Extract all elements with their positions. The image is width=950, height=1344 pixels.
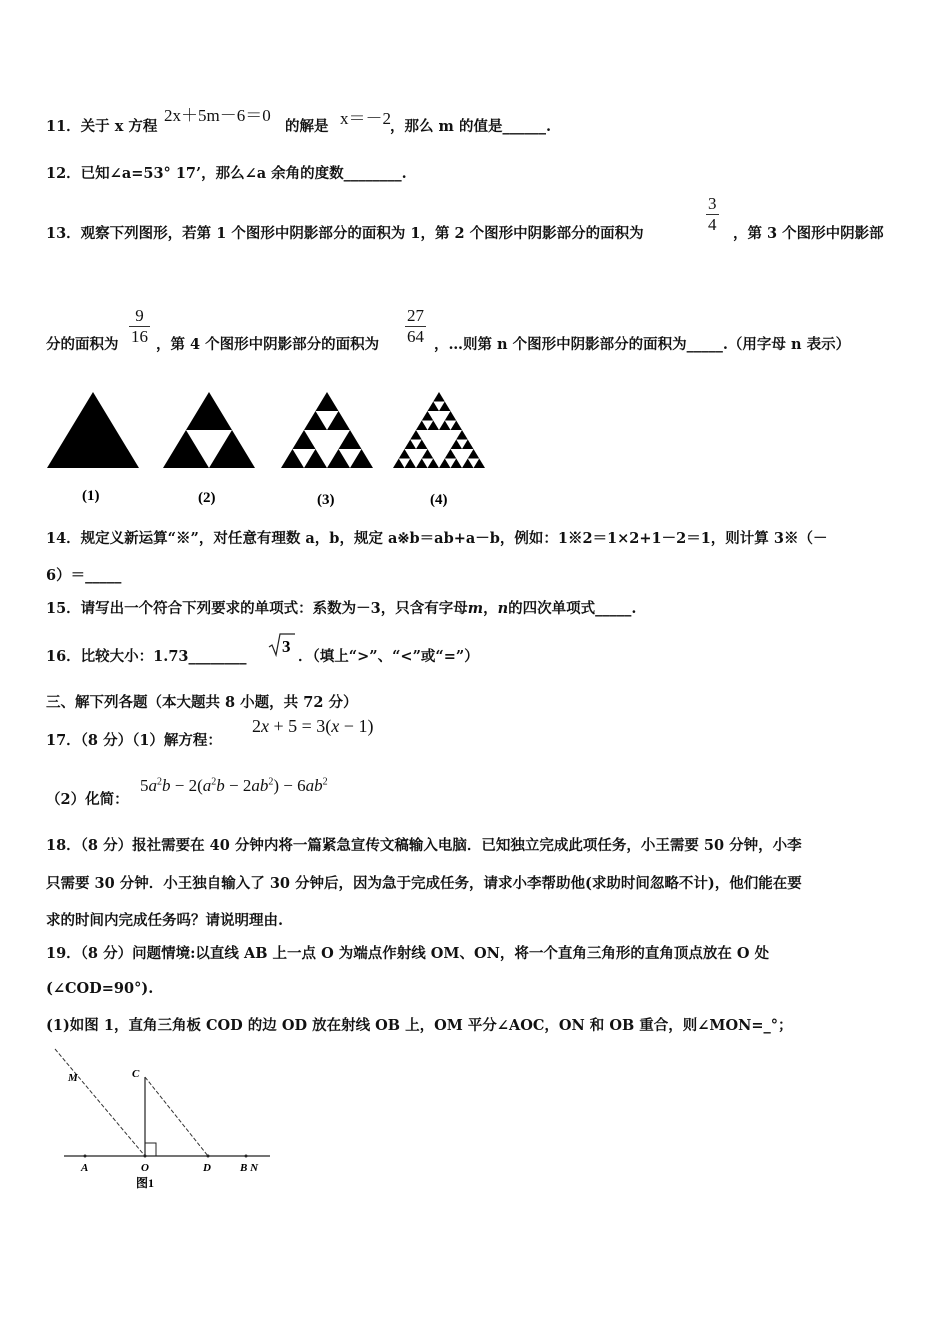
side-cd xyxy=(145,1077,208,1156)
q11-mid: 的解是 xyxy=(285,118,329,135)
sierpinski-1 xyxy=(47,392,139,468)
q13-f1-den: 4 xyxy=(708,215,717,234)
sierpinski-4 xyxy=(393,392,485,468)
q17-part1: 17．（8 分）（1）解方程： xyxy=(46,732,222,749)
q13-line2-post: ，…则第 n 个图形中阴影部分的面积为_____.（用字母 n 表示） xyxy=(434,336,851,353)
q11-post: ，那么 m 的值是______. xyxy=(390,118,551,135)
q18-line2: 只需要 30 分钟．小王独自输入了 30 分钟后，因为急于完成任务，请求小李帮助他(求助时间忽略不计)，他们能在要 xyxy=(46,875,802,892)
q13-fraction-9-16 xyxy=(129,306,150,347)
q13-f3-num: 27 xyxy=(407,306,424,325)
q11-equation: 2x＋5m－6＝0 xyxy=(164,106,271,125)
q16-sqrt-radicand: 3 xyxy=(282,637,291,656)
fig-label-2: (2) xyxy=(198,490,216,506)
label-m: M xyxy=(68,1072,78,1084)
point-o xyxy=(144,1155,147,1158)
section-3-title: 三、解下列各题（本大题共 8 小题，共 72 分） xyxy=(46,694,358,711)
q13-fraction-3-4 xyxy=(706,194,719,235)
q13-line2-mid: ，第 4 个图形中阴影部分的面积为 xyxy=(156,336,380,353)
sierpinski-2 xyxy=(163,392,255,468)
question-15 xyxy=(46,597,636,618)
q15-letter-m: m xyxy=(467,600,484,617)
q13-line1-post: ，第 3 个图形中阴影部 xyxy=(733,225,884,242)
q13-f2-num: 9 xyxy=(135,306,144,325)
q13-line2-pre: 分的面积为 xyxy=(46,336,119,353)
question-12: 12．已知∠a=53° 17’，那么∠a 余角的度数________. xyxy=(46,165,407,182)
point-a xyxy=(84,1155,87,1158)
q19-line3: (1)如图 1，直角三角板 COD 的边 OD 放在射线 OB 上，OM 平分∠AOC，ON 和 OB 重合，则∠MON=_°； xyxy=(46,1017,793,1034)
q19-line1: 19．（8 分）问题情境:以直线 AB 上一点 O 为端点作射线 OM、ON，将一个直角三角形的直角顶点放在 O 处 xyxy=(46,945,770,962)
q16-post: ．（填上“>”、“<”或“=”） xyxy=(298,648,479,665)
point-b xyxy=(245,1155,248,1158)
fig-label-3: (3) xyxy=(317,492,335,508)
label-a: A xyxy=(81,1162,89,1174)
q13-f3-den: 64 xyxy=(407,327,424,346)
q13-f1-num: 3 xyxy=(708,194,717,213)
q17-equation: 2x + 5 = 3(x − 1) xyxy=(252,716,374,736)
fig-label-4: (4) xyxy=(430,492,448,508)
q17-expression: $5a^2b - 2(a^2b - 2ab^2) - 6ab^2$ xyxy=(140,776,328,795)
label-d: D xyxy=(203,1162,211,1174)
q17-part2: （2）化简： xyxy=(46,791,129,808)
q15-sep: ， xyxy=(483,600,498,617)
q19-line2: (∠COD=90°). xyxy=(46,980,154,997)
label-bn: B N xyxy=(240,1162,259,1174)
right-angle-mark xyxy=(145,1143,156,1156)
sierpinski-figure xyxy=(42,388,508,510)
geometry-figure-1 xyxy=(50,1045,280,1195)
sierpinski-3 xyxy=(281,392,373,468)
q15-post: 的四次单项式_____. xyxy=(508,600,637,617)
question-11 xyxy=(46,115,157,136)
q14-line2: 6）＝_____ xyxy=(46,567,122,584)
q13-line1-pre: 13．观察下列图形，若第 1 个图形中阴影部分的面积为 1，第 2 个图形中阴影部分的面积为 xyxy=(46,225,644,242)
q18-line3: 求的时间内完成任务吗？请说明理由. xyxy=(46,912,284,929)
q14-line1: 14．规定义新运算“※”，对任意有理数 a，b，规定 a※b＝ab+a－b，例如：1※2＝1×2+1－2＝1，则计算 3※（－ xyxy=(46,530,828,547)
fig-label-1: (1) xyxy=(82,488,100,504)
ray-om xyxy=(55,1049,145,1156)
q15-letter-n: n xyxy=(497,600,509,617)
q18-line1: 18．（8 分）报社需要在 40 分钟内将一篇紧急宣传文稿输入电脑．已知独立完成此项任务，小王需要 50 分钟，小李 xyxy=(46,837,802,854)
sqrt-symbol xyxy=(268,632,296,658)
q13-fraction-27-64 xyxy=(405,306,426,347)
q11-pre: 11．关于 x 方程 xyxy=(46,118,158,135)
q16-pre: 16．比较大小：1.73________ xyxy=(46,648,247,665)
point-d xyxy=(207,1155,210,1158)
q13-f2-den: 16 xyxy=(131,327,148,346)
figure-caption: 图1 xyxy=(136,1176,155,1190)
label-c: C xyxy=(132,1068,140,1080)
q15-pre: 15．请写出一个符合下列要求的单项式：系数为－3，只含有字母 xyxy=(46,600,468,617)
q11-solution: x＝－2 xyxy=(340,109,391,128)
label-o: O xyxy=(141,1162,149,1174)
